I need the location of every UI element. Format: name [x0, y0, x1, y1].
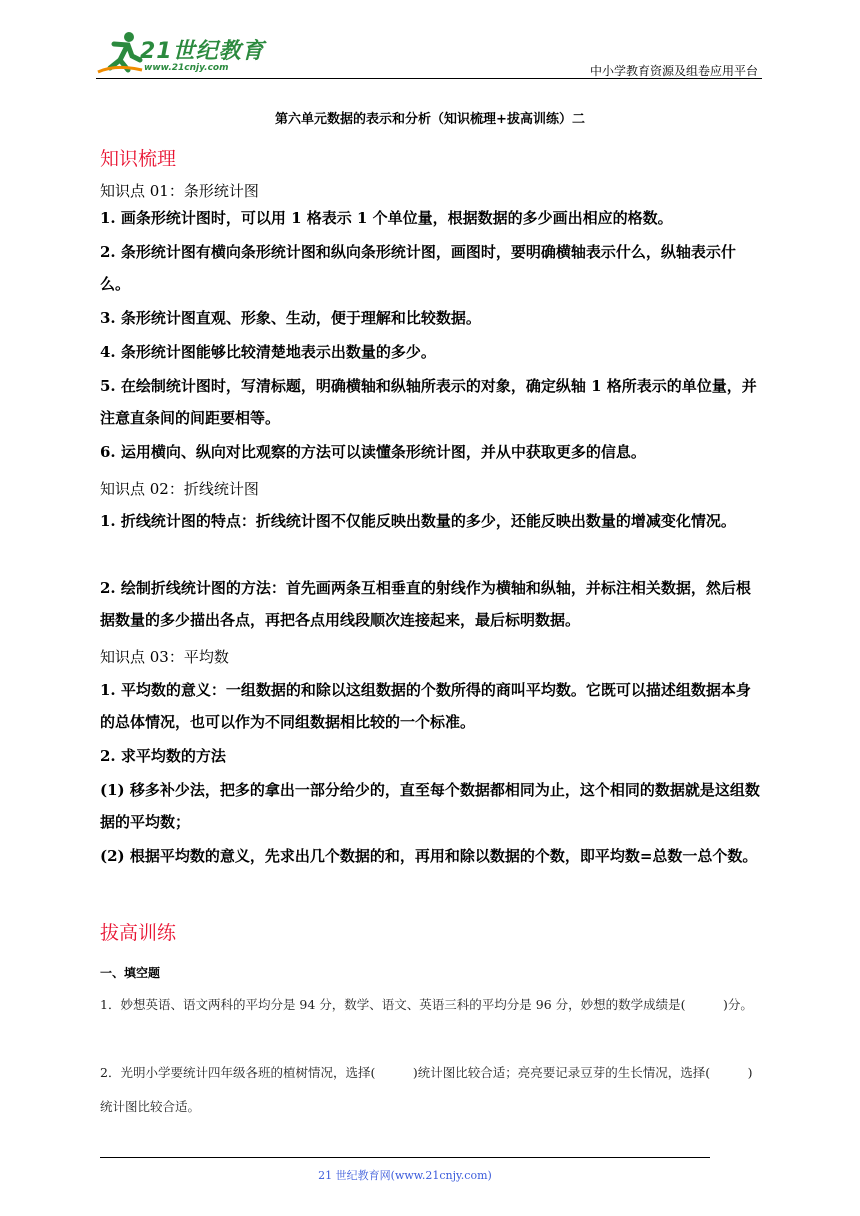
footer: 21 世纪教育网(www.21cnjy.com) — [318, 1169, 492, 1182]
document-title: 第六单元数据的表示和分析（知识梳理+拔高训练）二 — [275, 112, 585, 127]
platform-label: 中小学教育资源及组卷应用平台 — [589, 64, 758, 78]
kp1-item-1: 1. 画条形统计图时，可以用 1 格表示 1 个单位量，根据数据的多少画出相应的格数。 — [100, 209, 673, 227]
kp2-item-1: 1. 折线统计图的特点：折线统计图不仅能反映出数量的多少，还能反映出数量的增减变化情况。 — [100, 512, 736, 530]
kp3-heading: 知识点 03：平均数 — [100, 648, 229, 666]
kp1-item-4: 4. 条形统计图能够比较清楚地表示出数量的多少。 — [100, 343, 436, 361]
part-fill-blank: 一、填空题 — [100, 966, 161, 980]
section-training: 拔高训练 — [100, 922, 177, 944]
section-knowledge: 知识梳理 — [100, 148, 177, 170]
kp3-item-2: 2. 求平均数的方法 — [100, 747, 226, 765]
logo-text: 21世纪教育 — [140, 39, 265, 64]
kp3-item-3: (1) 移多补少法，把多的拿出一部分给少的，直至每个数据都相同为止，这个相同的数据就是这组数据的平均数； — [100, 781, 760, 831]
footer-divider — [100, 1157, 710, 1158]
question-2: 2．光明小学要统计四年级各班的植树情况，选择( )统计图比较合适；亮亮要记录豆芽的生长情况，选择( )统计图比较合适。 — [100, 1065, 753, 1114]
kp2-item-2: 2. 绘制折线统计图的方法：首先画两条互相垂直的射线作为横轴和纵轴，并标注相关数据，然后根据数量的多少描出各点，再把各点用线段顺次连接起来，最后标明数据。 — [100, 579, 751, 629]
kp1-item-6: 6. 运用横向、纵向对比观察的方法可以读懂条形统计图，并从中获取更多的信息。 — [100, 443, 646, 461]
logo-url: www.21cnjy.com — [144, 63, 229, 73]
kp3-item-1: 1. 平均数的意义：一组数据的和除以这组数据的个数所得的商叫平均数。它既可以描述组数据本身的总体情况，也可以作为不同组数据相比较的一个标准。 — [100, 681, 751, 731]
logo — [96, 30, 266, 76]
kp1-item-2: 2. 条形统计图有横向条形统计图和纵向条形统计图，画图时，要明确横轴表示什么，纵轴表示什么。 — [100, 243, 736, 293]
page-header — [96, 30, 762, 79]
kp1-heading: 知识点 01：条形统计图 — [100, 182, 259, 200]
kp1-item-5: 5. 在绘制统计图时，写清标题，明确横轴和纵轴所表示的对象，确定纵轴 1 格所表示的单位量，并注意直条间的间距要相等。 — [100, 377, 757, 427]
kp2-heading: 知识点 02：折线统计图 — [100, 480, 259, 498]
runner-logo-icon — [96, 30, 144, 76]
kp1-item-3: 3. 条形统计图直观、形象、生动，便于理解和比较数据。 — [100, 309, 481, 327]
kp3-item-4: (2) 根据平均数的意义，先求出几个数据的和，再用和除以数据的个数，即平均数=总数一总个数。 — [100, 847, 758, 865]
question-1: 1．妙想英语、语文两科的平均分是 94 分，数学、语文、英语三科的平均分是 96 分，妙想的数学成绩是( )分。 — [100, 997, 753, 1012]
